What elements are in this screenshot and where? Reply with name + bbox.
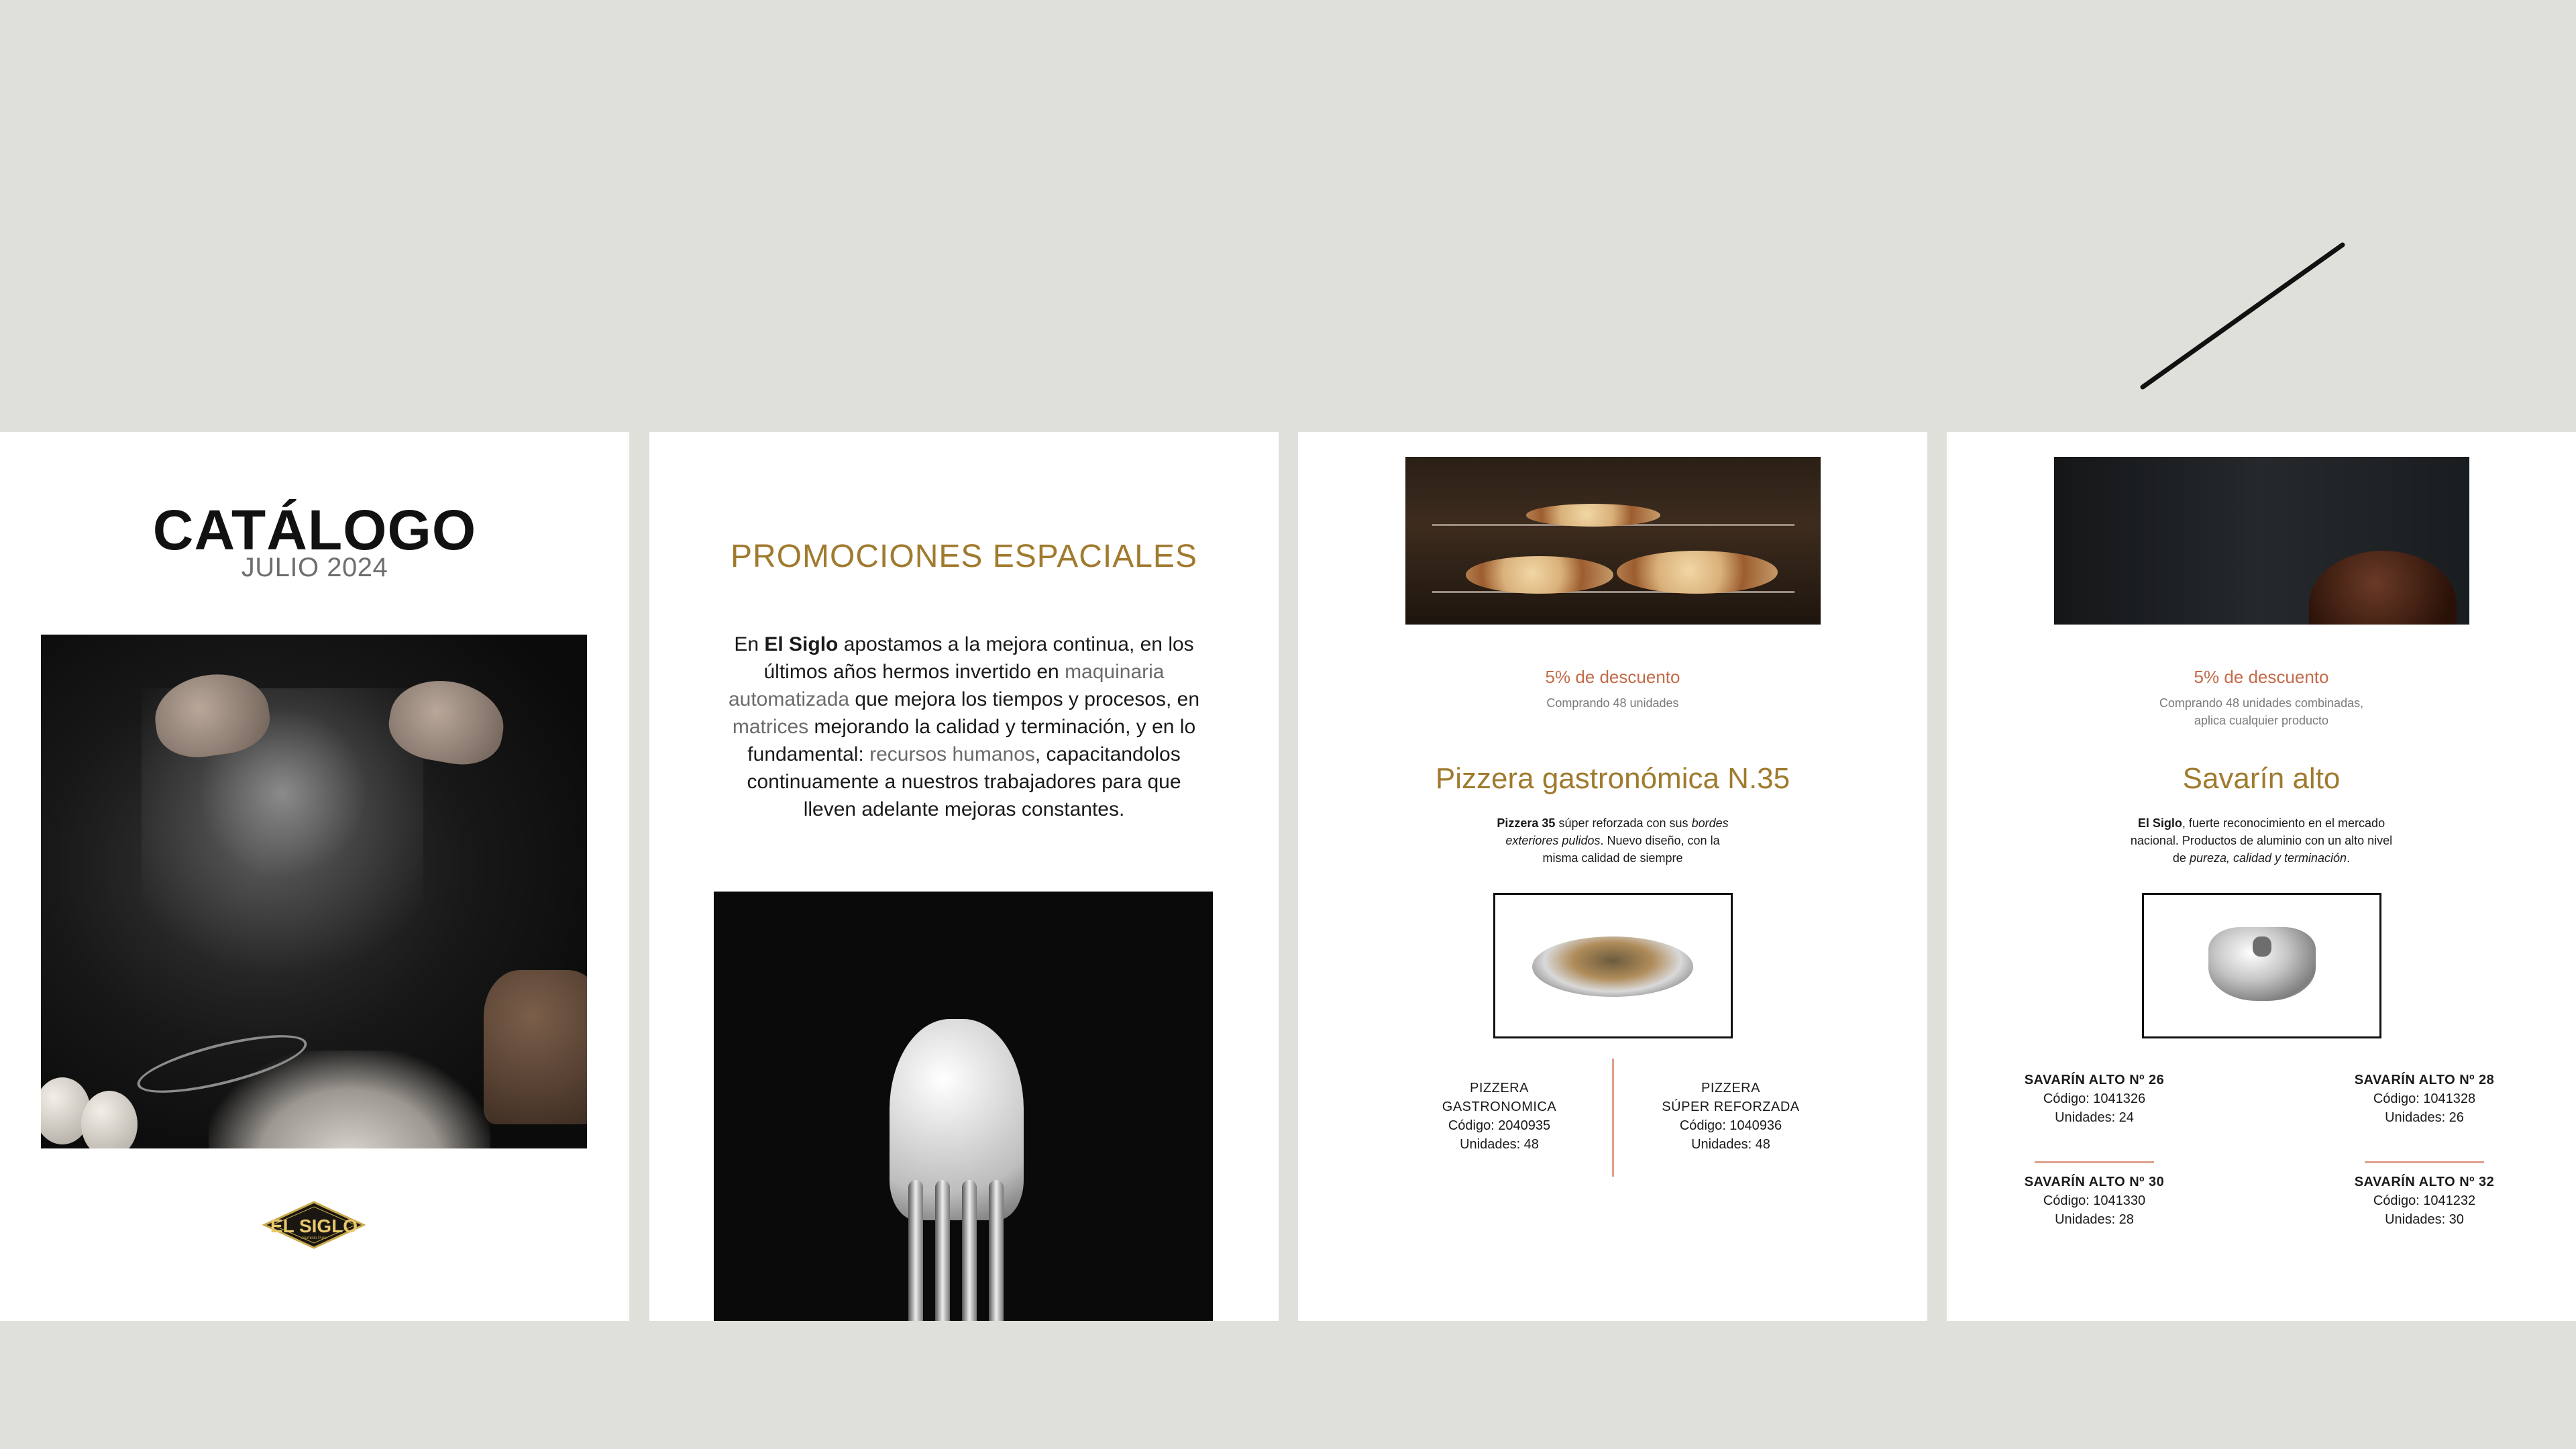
highlight-text: recursos humanos: [869, 743, 1035, 765]
variant-item: [2344, 1071, 2505, 1127]
body-text: apostamos a la mejora continua, en los últimos años hermos invertido en: [763, 633, 1194, 683]
variant-code: Código: 1041328: [2373, 1091, 2476, 1106]
variant-units: Unidades: 28: [2055, 1212, 2134, 1227]
variant-item: [1405, 1079, 1593, 1154]
pizza: [1617, 551, 1778, 594]
variant-units: Unidades: 26: [2385, 1110, 2464, 1125]
brand-name: El Siglo: [764, 633, 839, 655]
logo-subtext: Aluminio Puro: [301, 1236, 327, 1240]
cover-title: CATÁLOGO: [152, 498, 477, 561]
body-text: mejorando la calidad y terminación, y en lo fundamental:: [747, 716, 1196, 765]
pizza: [1466, 556, 1613, 594]
pizzera-product-page: [1298, 432, 1927, 1321]
variant-divider: [1612, 1059, 1614, 1177]
variant-code: Código: 1041326: [2043, 1091, 2146, 1106]
cover-subtitle: JULIO 2024: [241, 553, 388, 582]
product-name: Pizzera gastronómica N.35: [1435, 762, 1790, 795]
chocolate-bundt-cake: [2309, 551, 2457, 625]
variant-code: Código: 2040935: [1448, 1118, 1551, 1133]
variant-name: SAVARÍN ALTO Nº 32: [2354, 1175, 2495, 1189]
variant-name: PIZZERA: [1701, 1081, 1760, 1095]
product-model: Pizzera 35: [1497, 816, 1556, 830]
savarin-mold-image: [2208, 927, 2316, 1001]
variant-name: SAVARÍN ALTO Nº 26: [2024, 1073, 2165, 1087]
variant-divider: [2365, 1161, 2484, 1163]
variant-item: [2344, 1173, 2505, 1229]
variant-name: SAVARÍN ALTO Nº 30: [2024, 1175, 2165, 1189]
variant-code: Código: 1041330: [2043, 1193, 2146, 1208]
desc-text: .: [2347, 851, 2351, 865]
highlight-text: matrices: [732, 716, 809, 738]
product-name: Savarín alto: [2182, 762, 2341, 795]
variant-name: SÚPER REFORZADA: [1662, 1099, 1800, 1114]
discount-condition: [1947, 694, 2576, 729]
variant-item: [2014, 1173, 2175, 1229]
body-text: que mejora los tiempos y procesos, en: [849, 688, 1200, 710]
bundt-cake-photo: [2054, 457, 2469, 625]
discount-label: 5% de descuento: [2194, 667, 2329, 687]
desc-italic: pureza, calidad y terminación: [2189, 851, 2347, 865]
variant-name: GASTRONOMICA: [1442, 1099, 1557, 1114]
variant-units: Unidades: 48: [1691, 1137, 1770, 1152]
body-text: En: [734, 633, 765, 655]
variant-item: [1633, 1079, 1828, 1154]
discount-label: 5% de descuento: [1545, 667, 1680, 687]
whisk-wire: [908, 1180, 923, 1321]
whisk-wire: [989, 1180, 1004, 1321]
variant-units: Unidades: 24: [2055, 1110, 2134, 1125]
whisk-wire: [935, 1180, 950, 1321]
whisk-wire: [962, 1180, 977, 1321]
pizza-tray-image: [1532, 936, 1693, 997]
pizza: [1526, 504, 1660, 527]
flour-hands-photo: [41, 635, 587, 1148]
discount-condition: Comprando 48 unidades: [1546, 696, 1679, 710]
discount-condition-line: Comprando 48 unidades combinadas,: [2159, 696, 2364, 710]
desc-text: . Nuevo diseño, con la misma calidad de siempre: [1542, 834, 1720, 865]
variant-item: [2014, 1071, 2175, 1127]
desc-text: , fuerte reconocimiento en el mercado nacional. Productos de aluminio con un alto nivel de: [2130, 816, 2393, 865]
variant-code: Código: 1040936: [1679, 1118, 1782, 1133]
el-siglo-logo: [262, 1201, 366, 1249]
logo-text: EL SIGLO: [270, 1216, 358, 1236]
variant-units: Unidades: 48: [1460, 1137, 1539, 1152]
discount-condition-line: aplica cualquier producto: [2194, 714, 2329, 727]
brand-name: El Siglo: [2137, 816, 2182, 830]
variant-name: SAVARÍN ALTO Nº 28: [2354, 1073, 2495, 1087]
variant-divider: [2035, 1161, 2154, 1163]
highlight-text: maquinaria automatizada: [728, 661, 1165, 710]
product-image-frame: [1493, 893, 1733, 1038]
variant-name: PIZZERA: [1470, 1081, 1529, 1095]
product-description: [2128, 814, 2395, 867]
promotions-page: [649, 432, 1279, 1321]
desc-italic: bordes exteriores pulidos: [1505, 816, 1729, 847]
variant-code: Código: 1041232: [2373, 1193, 2476, 1208]
promotions-body-text: [724, 631, 1203, 823]
oven-rack: [1432, 591, 1794, 593]
decorative-slash-line: [2133, 238, 2348, 392]
whisk-meringue-photo: [714, 892, 1213, 1321]
variant-units: Unidades: 30: [2385, 1212, 2464, 1227]
egg: [81, 1091, 138, 1148]
savarin-product-page: [1947, 432, 2576, 1321]
desc-text: súper reforzada con sus: [1555, 816, 1692, 830]
body-text: , capacitandolos continuamente a nuestros trabajadores para que lleven adelante mejoras constantes.: [747, 743, 1181, 820]
flour-sack: [484, 970, 587, 1124]
mold-center-tube: [2253, 936, 2271, 957]
product-image-frame: [2142, 893, 2381, 1038]
oven-pizza-photo: [1405, 457, 1821, 625]
promotions-title: PROMOCIONES ESPACIALES: [731, 539, 1197, 574]
catalog-cover-page: [0, 432, 629, 1321]
product-description: [1493, 814, 1733, 867]
